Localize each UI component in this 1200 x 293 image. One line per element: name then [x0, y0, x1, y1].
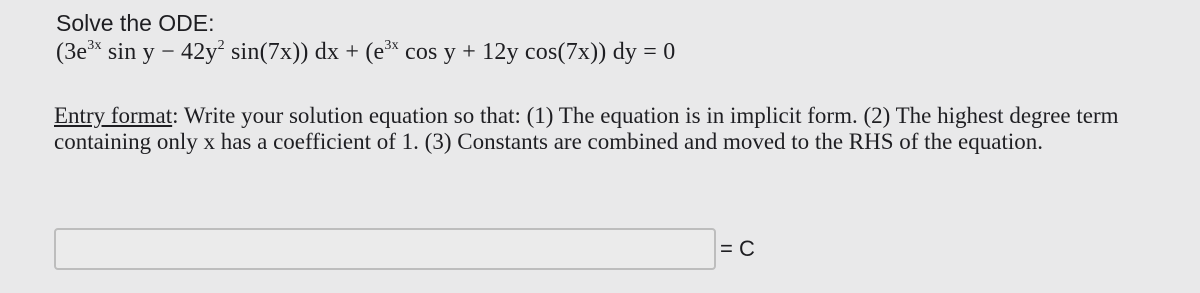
entry-format-text: : Write your solution equation so that: (1) The equation is in implicit form. (2) The highest degree term containing only x has a coefficient of 1. (3) Constants are combined and moved to the RHS of the equation.	[54, 103, 1119, 154]
entry-format-instructions	[54, 103, 1174, 155]
question-title: Solve the ODE:	[56, 10, 215, 36]
answer-input[interactable]	[54, 228, 716, 270]
exponent-3x-second: 3x	[384, 38, 399, 53]
exponent-squared: 2	[217, 38, 225, 53]
equation-part1: sin y − 42y	[101, 39, 218, 65]
equation-part3: cos y + 12y cos(7x)) dy = 0	[398, 39, 676, 65]
exponent-3x-first: 3x	[87, 38, 102, 53]
equation-open: (3e	[56, 39, 88, 65]
equation-part2: sin(7x)) dx + (e	[224, 39, 385, 65]
entry-format-label: Entry format	[54, 103, 173, 128]
ode-equation	[56, 38, 675, 66]
rhs-constant-label: = C	[720, 236, 755, 261]
